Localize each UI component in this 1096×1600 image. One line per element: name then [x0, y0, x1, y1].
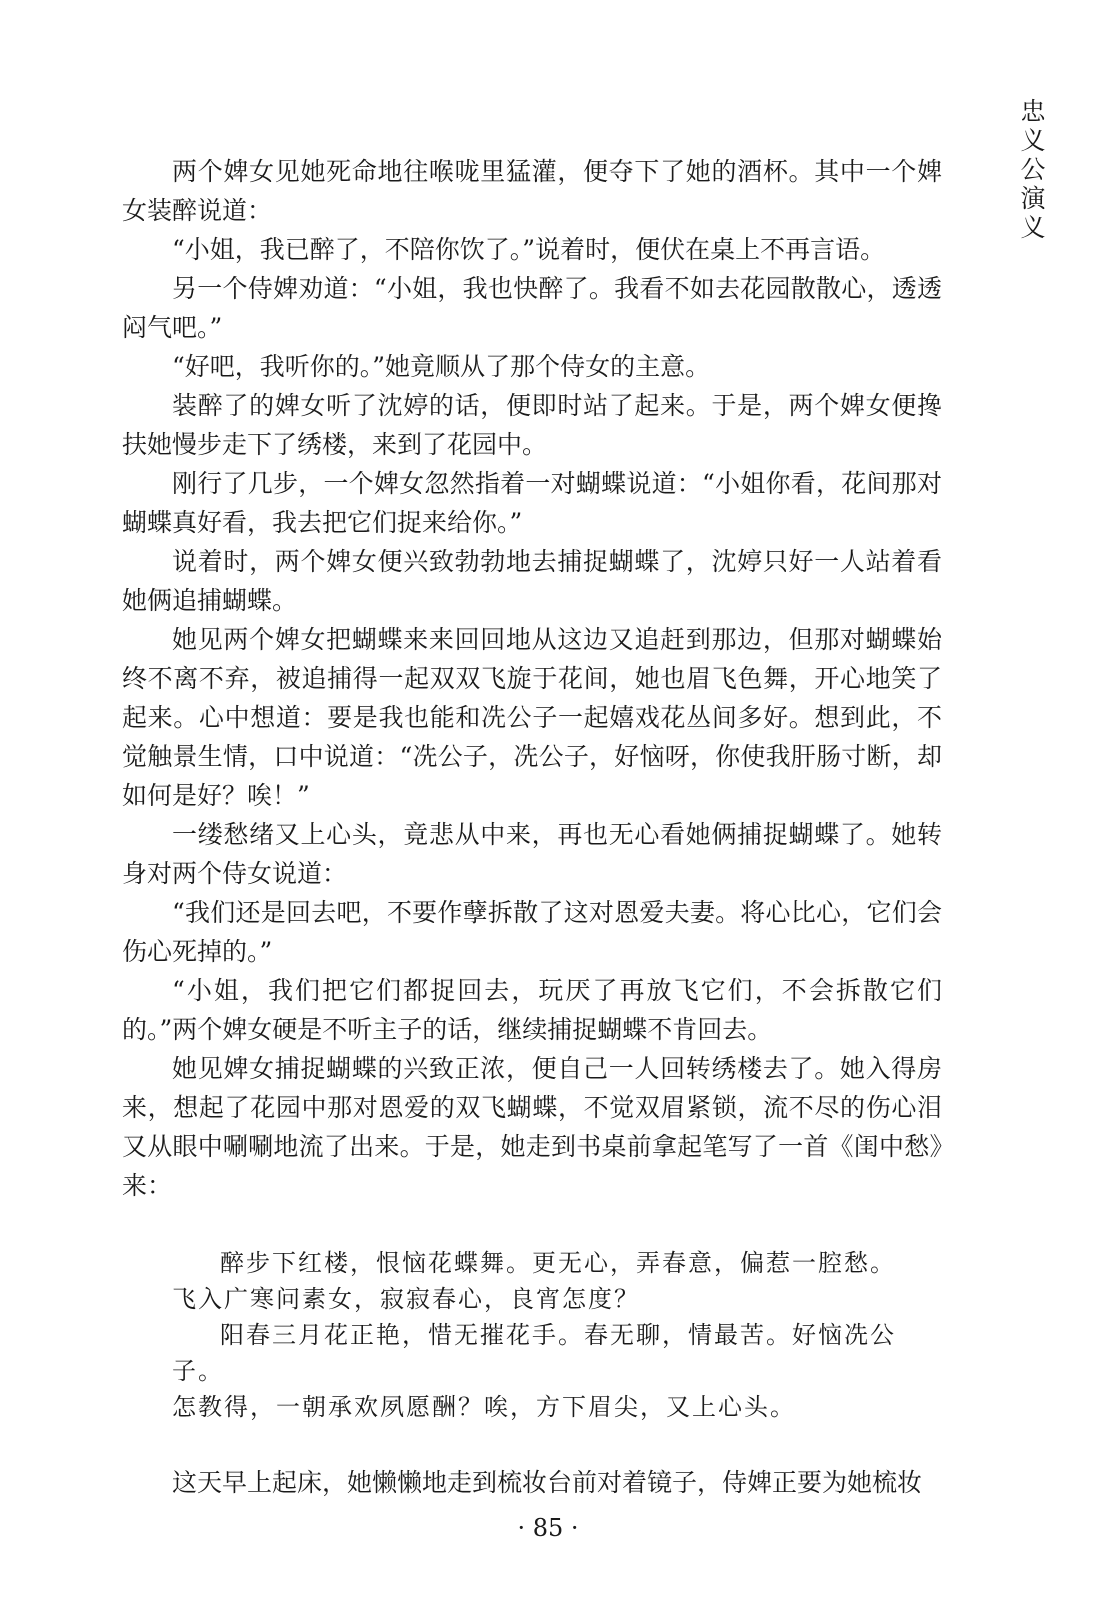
paragraph: 她见两个婢女把蝴蝶来来回回地从这边又追赶到那边，但那对蝴蝶始终不离不弃，被追捕得一起双双飞旋于花间，她也眉飞色舞，开心地笑了起来。心中想道：要是我也能和冼公子一起嬉戏花丛间多好。想到此，不觉触景生情，口中说道：“冼公子，冼公子，好恼呀，你使我肝肠寸断，却如何是好？唉！”: [122, 625, 942, 810]
poem-block: [172, 1245, 942, 1425]
poem-line: 怎教得，一朝承欢夙愿酬？唉，方下眉尖，又上心头。: [172, 1393, 796, 1421]
body-text: [122, 152, 942, 1502]
paragraph: “小姐，我们把它们都捉回去，玩厌了再放飞它们，不会拆散它们的。”两个婢女硬是不听主子的话，继续捕捉蝴蝶不肯回去。: [122, 976, 942, 1044]
paragraph: 她见婢女捕捉蝴蝶的兴致正浓，便自己一人回转绣楼去了。她入得房来，想起了花园中那对恩爱的双飞蝴蝶，不觉双眉紧锁，流不尽的伤心泪又从眼中唰唰地流了出来。于是，她走到书桌前拿起笔写了一首《闺中愁》来：: [122, 1054, 942, 1200]
paragraph: 两个婢女见她死命地往喉咙里猛灌，便夺下了她的酒杯。其中一个婢女装醉说道：: [122, 157, 942, 225]
paragraph: 说着时，两个婢女便兴致勃勃地去捕捉蝴蝶了，沈婷只好一人站着看她俩追捕蝴蝶。: [122, 547, 942, 615]
poem-line: 醉步下红楼，恨恼花蝶舞。更无心，弄春意，偏惹一腔愁。: [220, 1249, 896, 1277]
poem-line: 阳春三月花正艳，惜无摧花手。春无聊，情最苦。好恼冼公子。: [172, 1321, 896, 1385]
paragraph: 一缕愁绪又上心头，竟悲从中来，再也无心看她俩捕捉蝴蝶了。她转身对两个侍女说道：: [122, 820, 942, 888]
paragraph: 装醉了的婢女听了沈婷的话，便即时站了起来。于是，两个婢女便搀扶她慢步走下了绣楼，来到了花园中。: [122, 391, 942, 459]
paragraph: “好吧，我听你的。”她竟顺从了那个侍女的主意。: [172, 352, 711, 381]
paragraph: “小姐，我已醉了，不陪你饮了。”说着时，便伏在桌上不再言语。: [172, 235, 886, 264]
paragraph: 另一个侍婢劝道：“小姐，我也快醉了。我看不如去花园散散心，透透闷气吧。”: [122, 274, 942, 342]
paragraph: 这天早上起床，她懒懒地走到梳妆台前对着镜子，侍婢正要为她梳妆: [172, 1468, 923, 1497]
paragraph: “我们还是回去吧，不要作孽拆散了这对恩爱夫妻。将心比心，它们会伤心死掉的。”: [122, 898, 942, 966]
poem-line: 飞入广寒问素女，寂寂春心，良宵怎度？: [172, 1285, 640, 1313]
page-number: · 85 ·: [517, 1514, 579, 1542]
paragraph: 刚行了几步，一个婢女忽然指着一对蝴蝶说道：“小姐你看，花间那对蝴蝶真好看，我去把它们捉来给你。”: [122, 469, 942, 537]
running-header-title: 忠义公演义: [1017, 98, 1046, 243]
